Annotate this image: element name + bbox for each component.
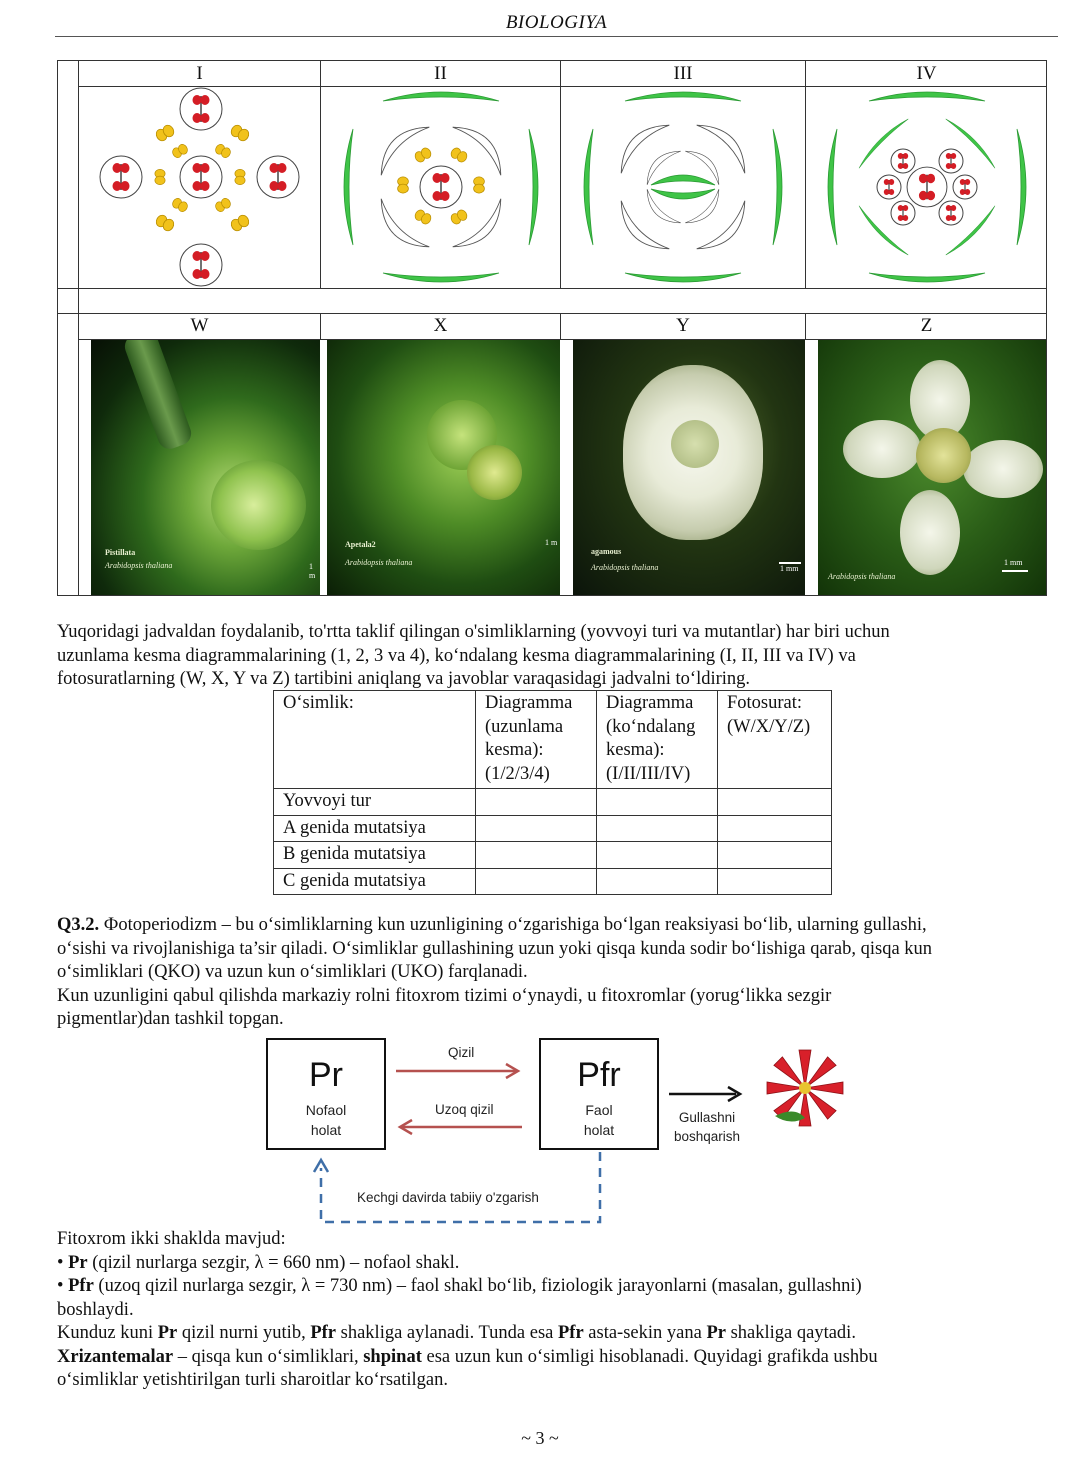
- photo-Z-scale: 1 mm: [1004, 558, 1023, 567]
- page-header: BIOLOGIYA: [55, 12, 1058, 37]
- col-header-II: II: [434, 63, 447, 84]
- answer-header-plant: Oʻsimlik:: [274, 691, 476, 789]
- col-header-W: W: [190, 315, 209, 336]
- answer-header-cross: Diagramma (koʻndalang kesma): (I/II/III/IV): [597, 691, 718, 789]
- photo-X-species: Arabidopsis thaliana: [345, 558, 413, 567]
- photo-Y-scale: 1 mm: [780, 564, 799, 573]
- photo-W-scale: 1 m: [309, 562, 316, 580]
- red-light-label: Qizil: [448, 1045, 475, 1060]
- forms-paragraph: Fitoxrom ikki shaklda mavjud: • Pr (qizil nurlarga sezgir, λ = 660 nm) – nofaol shakl. • Pfr (uzoq qizil nurlarga sezgir, λ = 730 nm) – faol shakl boʻlib, fiziologik jarayonlarni (masalan, gullashni) boshlaydi. Kunduz kuni Pr qizil nurni yutib, Pfr shakliga aylanadi. Tunda esa Pfr asta-sekin yana Pr shakliga qaytadi. Xrizantemalar – qisqa kun oʻsimliklari, shpinat esa uzun kun oʻsimligi hisoblanadi. Quyidagi grafikda ushbu oʻsimliklar yetishtirilgan turli sharoitlar koʻrsatilgan.: [57, 1229, 878, 1390]
- answer-row-c: C genida mutatsiya: [274, 868, 476, 895]
- pr-box: Pr Nofaol holat: [266, 1038, 386, 1150]
- flowering-arrow: [669, 1087, 740, 1101]
- poinsettia-flower-icon: [767, 1050, 843, 1126]
- answer-row-wild: Yovvoyi tur: [274, 789, 476, 816]
- pfr-box: Pfr Faol holat: [539, 1038, 659, 1150]
- photo-X-mutant: Apetala2: [345, 540, 376, 549]
- answer-row-b: B genida mutatsiya: [274, 842, 476, 869]
- col-header-IV: IV: [916, 63, 937, 84]
- photo-X-scale: 1 m: [545, 538, 558, 547]
- col-header-X: X: [433, 315, 448, 336]
- intro-paragraph: Yuqoridagi jadvaldan foydalanib, to'rtta taklif qilingan o'simliklarning (yovvoyi turi va mutantlar) har biri uchun uzunlama kesma diagrammalarining (1, 2, 3 va 4), koʻndalang kesma diagrammalarining (I, II, III va IV) va fotosuratlarning (W, X, Y va Z) tartibini aniqlang va javoblar varaqasidagi jadvalni toʻldiring.: [57, 622, 890, 689]
- photo-W-species: Arabidopsis thaliana: [105, 561, 173, 570]
- far-red-label: Uzoq qizil: [435, 1102, 494, 1117]
- answer-header-photo: Fotosurat: (W/X/Y/Z): [718, 691, 832, 789]
- answer-header-longitudinal: Diagramma (uzunlama kesma): (1/2/3/4): [476, 691, 597, 789]
- night-reversion-arrow: [314, 1152, 600, 1222]
- page-number: ~ 3 ~: [521, 1428, 559, 1448]
- photo-W-mutant: Pistillata: [105, 548, 136, 557]
- answer-row-a: A genida mutatsiya: [274, 815, 476, 842]
- q32-paragraph: Q3.2. Фotoperiodizm – bu oʻsimliklarning kun uzunligining oʻzgarishiga boʻlgan reaksiyasi boʻlib, ularning gullashi, oʻsishi va rivojlanishiga ta’sir qiladi. Oʻsimliklar gullashining uzun yoki qisqa kunda sodir boʻlishiga qarab, qisqa kun oʻsimliklari (QKO) va uzun kun oʻsimliklari (UKO) farqlanadi. Kun uzunligini qabul qilishda markaziy rolni fitoxrom tizimi oʻynaydi, u fitoxromlar (yorugʻlikka sezgir pigmentlar)dan tashkil topgan.: [57, 915, 933, 1029]
- flowering-control-label: Gullashni boshqarish: [674, 1110, 741, 1144]
- photo-Y-species: Arabidopsis thaliana: [591, 563, 659, 572]
- col-header-I: I: [196, 63, 203, 84]
- col-header-Z: Z: [920, 315, 933, 336]
- photo-Z-species: Arabidopsis thaliana: [828, 572, 896, 581]
- far-red-arrow: [400, 1120, 522, 1134]
- red-light-arrow: [396, 1064, 518, 1078]
- col-header-Y: Y: [676, 315, 690, 336]
- col-header-III: III: [673, 63, 693, 84]
- night-reversion-label: Kechgi davirda tabiiy o'zgarish: [357, 1190, 539, 1205]
- photo-Y-mutant: agamous: [591, 547, 622, 556]
